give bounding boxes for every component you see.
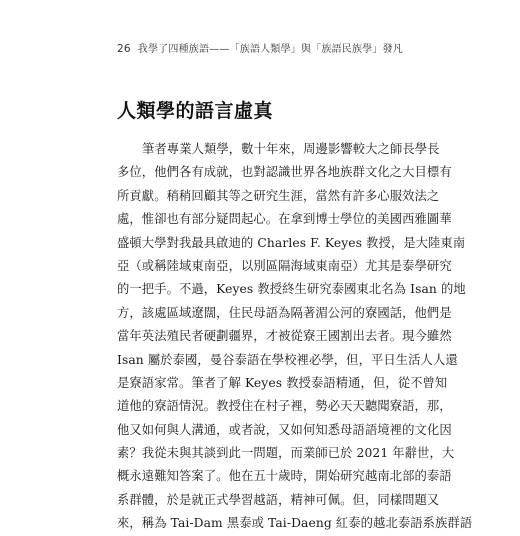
page-number: 26 (117, 43, 131, 55)
text-line: 概永遠難知答案了。他在五十歲時，開始研究越南北部的泰語 (117, 469, 452, 484)
text-line: 方，該處區域遼闊，住民母語為隔著湄公河的寮國話，他們是 (117, 305, 452, 320)
text-line: 道他的寮語情況。教授住在村子裡，勢必天天聽聞寮語，那， (117, 399, 452, 414)
text-line: 的一把手。不過，Keyes 教授終生研究泰國東北名為 Isan 的地 (117, 282, 466, 297)
text-line: 多位，他們各有成就，也對認識世界各地族群文化之大目標有 (117, 165, 452, 180)
text-line: 當年英法殖民者硬劃疆界，才被從寮王國割出去者。現今雖然 (117, 329, 452, 344)
running-title: 我學了四種族語——「族語人類學」與「族語民族學」發凡 (137, 44, 403, 55)
section-title: 人類學的語言虛真 (117, 100, 274, 122)
text-line: 筆者專業人類學，數十年來，周邊影響較大之師長學長 (142, 142, 440, 156)
text-line: 盛頓大學對我最具啟迪的 Charles F. Keyes 教授，是大陸東南 (117, 235, 466, 250)
text-line: 系群體，於是就正式學習越語，精神可佩。但，同樣問題又 (117, 492, 440, 507)
text-line: 他又如何與人溝通，或者說，又如何知悉母語語境裡的文化因 (117, 422, 452, 437)
text-line: 素？我從未與其談到此一問題，而業師已於 2021 年辭世，大 (117, 446, 455, 461)
text-line: 是寮語家常。筆者了解 Keyes 教授泰語精通，但，從不曾知 (117, 375, 448, 390)
text-line: Isan 屬於泰國，曼谷泰語在學校裡必學，但，平日生活人人還 (117, 352, 458, 367)
text-line: 處，惟卻也有部分疑問起心。在拿到博士學位的美國西雅圖華 (117, 212, 452, 227)
running-header (117, 40, 403, 55)
body-paragraph (117, 138, 473, 536)
text-line: 所貢獻。稍稍回顧其等之研究生涯，當然有許多心服效法之 (117, 188, 440, 203)
text-line: 亞（或稱陸域東南亞，以別區隔海域東南亞）尤其是泰學研究 (117, 258, 452, 273)
text-line: 來，稱為 Tai-Dam 黑泰或 Tai-Daeng 紅泰的越北泰語系族群語 (117, 516, 473, 531)
